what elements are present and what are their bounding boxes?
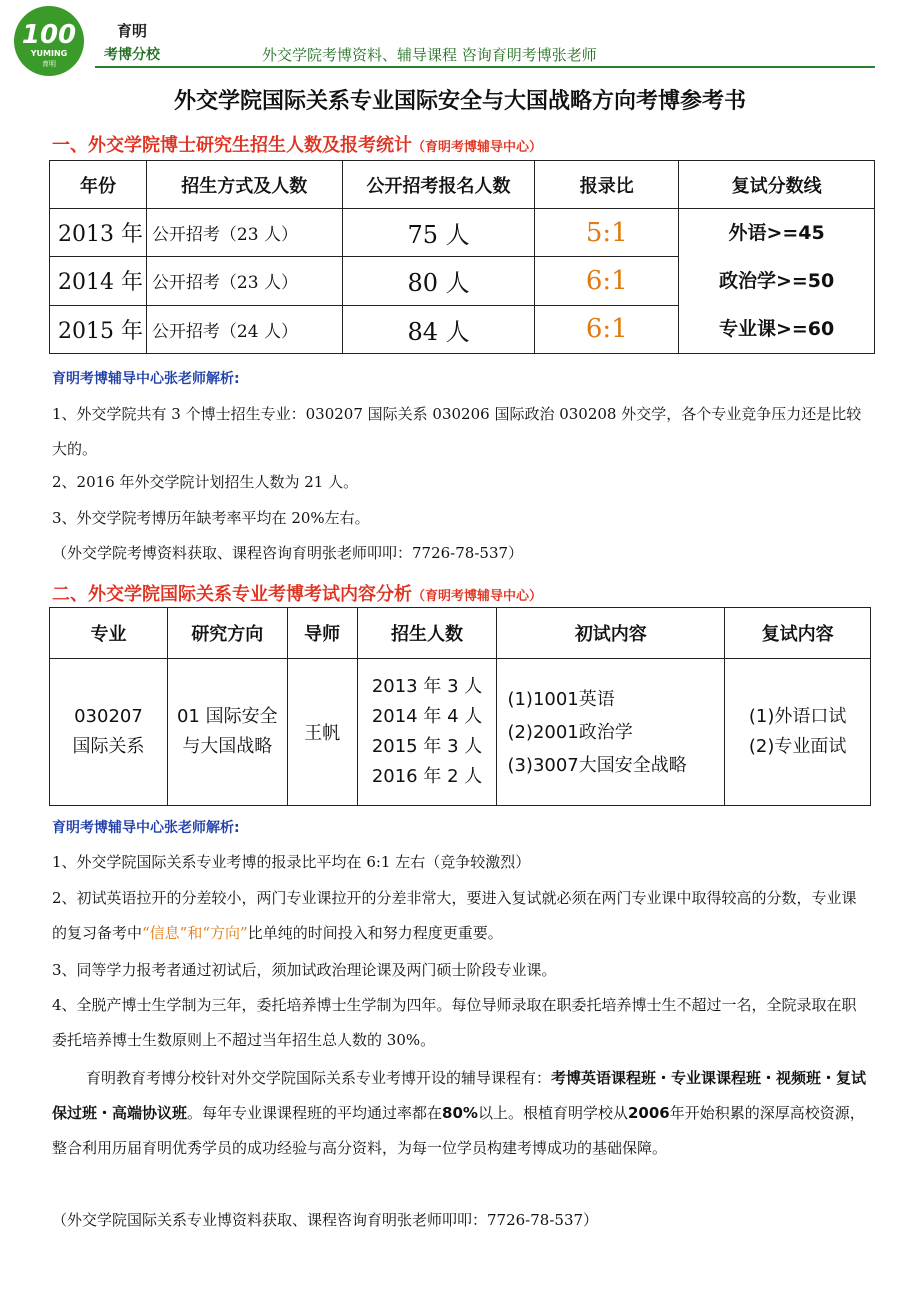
- retest-line: 外语>=45: [728, 222, 825, 244]
- yuming-logo: [14, 6, 84, 76]
- year-cell: 2013 年: [50, 209, 147, 257]
- applicants-cell: 84 人: [342, 305, 535, 353]
- enrollment-cell: [357, 659, 497, 806]
- exam-content-table: [49, 607, 871, 806]
- analysis2-p2-b: 比单纯的时间投入和努力程度更重要。: [247, 924, 503, 942]
- col-header: 复试分数线: [679, 161, 875, 209]
- col-header: 年份: [50, 161, 147, 209]
- section2-heading-text: 二、外交学院国际关系专业考博考试内容分析: [52, 584, 412, 605]
- col-header: 专业: [50, 608, 168, 659]
- analysis2-p1: 1、外交学院国际关系专业考博的报录比平均在 6:1 左右（竞争较激烈）: [52, 853, 531, 871]
- table-header-row: [50, 161, 875, 209]
- applicants-cell: 75 人: [342, 209, 535, 257]
- logo-cn: 育明: [42, 60, 56, 68]
- retest-score-cell: [679, 209, 875, 354]
- initial-exam-line: (3)3007大国安全战略: [507, 754, 687, 776]
- initial-exam-line: (1)1001英语: [507, 688, 615, 710]
- method-cell: 公开招考（24 人）: [146, 305, 342, 353]
- analysis2-heading: 育明考博辅导中心张老师解析:: [52, 820, 240, 836]
- closing-rate: 80%: [442, 1104, 478, 1122]
- col-header: 公开招考报名人数: [342, 161, 535, 209]
- method-cell: 公开招考（23 人）: [146, 257, 342, 305]
- section1-heading: [52, 131, 542, 157]
- retest-content-line: (2)专业面试: [748, 736, 847, 757]
- page-title: 外交学院国际关系专业国际安全与大国战略方向考博参考书: [173, 89, 746, 114]
- analysis1-p3: 3、外交学院考博历年缺考率平均在 20%左右。: [52, 509, 370, 527]
- retest-line: 专业课>=60: [718, 318, 835, 340]
- retest-line: 政治学>=50: [718, 270, 835, 292]
- header-slogan: 外交学院考博资料、辅导课程 咨询育明考博张老师: [262, 46, 597, 64]
- logo-en: YUMING: [30, 49, 68, 58]
- year-cell: 2015 年: [50, 305, 147, 353]
- initial-exam-cell: [497, 659, 725, 806]
- table-row: [50, 659, 871, 806]
- table-header-row: [50, 608, 871, 659]
- col-header: 研究方向: [167, 608, 287, 659]
- major-cell: [50, 659, 168, 806]
- method-cell: 公开招考（23 人）: [146, 209, 342, 257]
- admission-stats-table: [49, 160, 875, 354]
- analysis1-heading: 育明考博辅导中心张老师解析:: [52, 371, 240, 387]
- enrollment-line: 2014 年 4 人: [371, 706, 483, 727]
- col-header: 报录比: [535, 161, 679, 209]
- direction-line: 01 国际安全: [176, 706, 278, 727]
- analysis1-p2: 2、2016 年外交学院计划招生人数为 21 人。: [52, 473, 359, 491]
- logo-number: 100: [21, 20, 77, 50]
- ratio-cell: 5:1: [535, 209, 679, 257]
- brand-name: 育明: [117, 22, 148, 40]
- closing-paragraph: [52, 1061, 870, 1166]
- applicants-cell: 80 人: [342, 257, 535, 305]
- col-header: 复试内容: [725, 608, 871, 659]
- direction-line: 与大国战略: [182, 736, 273, 757]
- closing-year: 2006: [627, 1104, 670, 1122]
- closing-intro: 育明教育考博分校针对外交学院国际关系专业考博开设的辅导课程有：: [86, 1069, 552, 1087]
- table-row: [50, 209, 875, 257]
- branch-name: 考博分校: [104, 47, 160, 63]
- col-header: 招生人数: [357, 608, 497, 659]
- major-name: 国际关系: [72, 736, 145, 757]
- analysis2-p4: 4、全脱产博士生学制为三年，委托培养博士生学制为四年。每位导师录取在职委托培养博士生不超过一名，全院录取在职委托培养博士生数原则上不超过当年招生总人数的 30%。: [52, 996, 857, 1049]
- major-code: 030207: [74, 706, 143, 727]
- retest-content-cell: [725, 659, 871, 806]
- section1-heading-tag: （育明考博辅导中心）: [412, 140, 543, 155]
- col-header: 导师: [287, 608, 357, 659]
- closing-rest-a: 。每年专业课课程班的平均通过率都在: [187, 1104, 443, 1122]
- year-cell: 2014 年: [50, 257, 147, 305]
- analysis2-p2-highlight: “信息”和“方向”: [142, 924, 248, 942]
- section2-heading-tag: （育明考博辅导中心）: [412, 589, 543, 604]
- closing-contact: （外交学院国际关系专业博资料获取、课程咨询育明张老师叩叩：7726-78-537）: [52, 1211, 599, 1229]
- initial-exam-line: (2)2001政治学: [507, 721, 633, 743]
- closing-rest-c: 年开始积累的深厚高校资源，整合利用历届育明优秀学员的成功经验与高分资料，为每一位学员构建考博成功的基础保障。: [52, 1104, 865, 1157]
- page-header: [0, 0, 920, 80]
- section2-heading: [52, 580, 542, 606]
- col-header: 招生方式及人数: [146, 161, 342, 209]
- analysis1-contact: （外交学院考博资料获取、课程咨询育明张老师叩叩：7726-78-537）: [52, 544, 524, 562]
- retest-content-line: (1)外语口试: [748, 706, 847, 727]
- closing-courses: 考博英语课程班・专业课课程班・视频班・复试保过班・高端协议班: [52, 1069, 867, 1122]
- section1-heading-text: 一、外交学院博士研究生招生人数及报考统计: [52, 135, 412, 156]
- closing-rest-b: 以上。根植育明学校从: [477, 1104, 628, 1122]
- ratio-cell: 6:1: [535, 257, 679, 305]
- analysis2-p2-a: 2、初试英语拉开的分差较小，两门专业课拉开的分差非常大，要进入复试就必须在两门专业课中取得较高的分数，专业课的复习备考中: [52, 889, 857, 942]
- enrollment-line: 2015 年 3 人: [371, 736, 483, 757]
- advisor-cell: 王帆: [287, 659, 357, 806]
- analysis1-p1: 1、外交学院共有 3 个博士招生专业：030207 国际关系 030206 国际政治 030208 外交学，各个专业竞争压力还是比较大的。: [52, 405, 862, 458]
- header-divider: [95, 66, 875, 68]
- direction-cell: [167, 659, 287, 806]
- analysis2-p2: [52, 881, 870, 951]
- enrollment-line: 2016 年 2 人: [371, 766, 483, 787]
- ratio-cell: 6:1: [535, 305, 679, 353]
- enrollment-line: 2013 年 3 人: [371, 676, 483, 697]
- col-header: 初试内容: [497, 608, 725, 659]
- analysis2-p3: 3、同等学力报考者通过初试后，须加试政治理论课及两门硕士阶段专业课。: [52, 961, 557, 979]
